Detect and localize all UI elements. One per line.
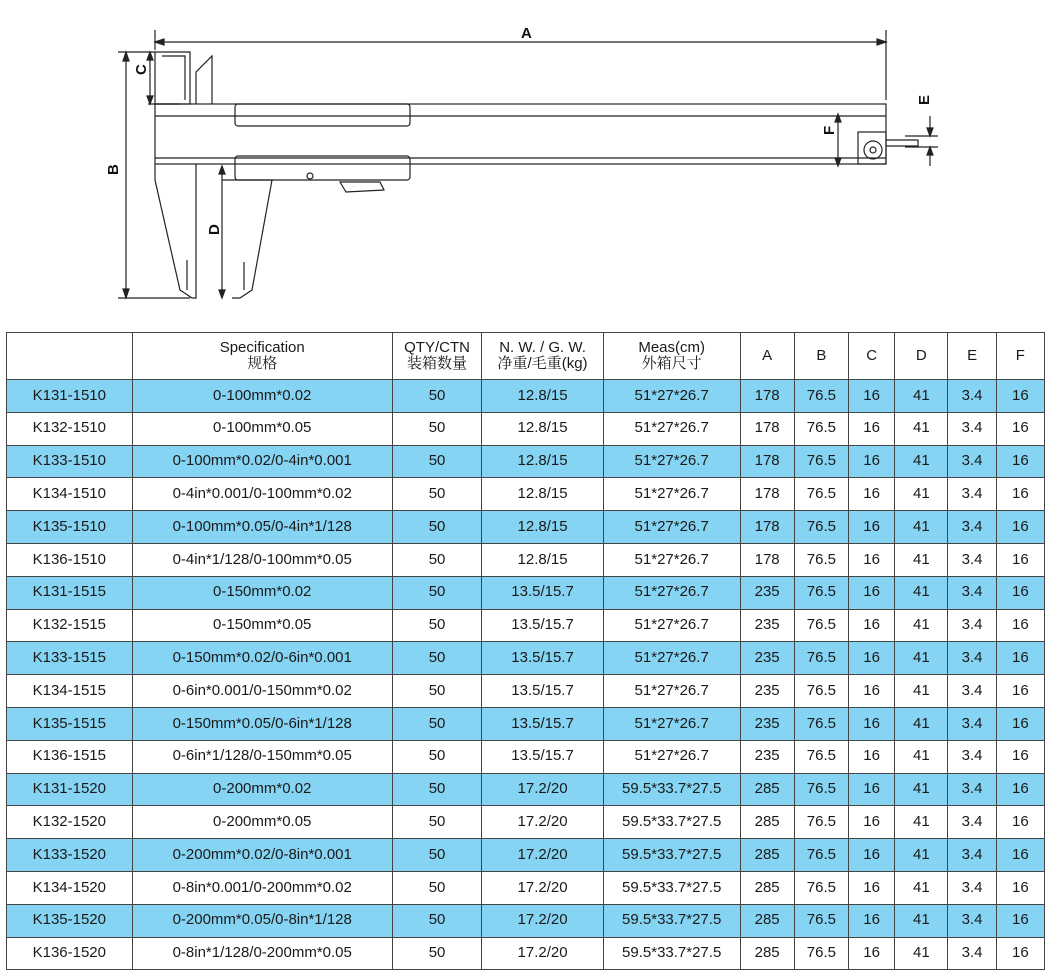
cell-spec: 0-6in*1/128/0-150mm*0.05: [132, 740, 392, 773]
cell-f: 16: [996, 937, 1044, 970]
cell-model: K134-1510: [7, 478, 133, 511]
cell-f: 16: [996, 740, 1044, 773]
cell-c: 16: [849, 871, 895, 904]
cell-c: 16: [849, 445, 895, 478]
cell-model: K134-1520: [7, 871, 133, 904]
table-row: [7, 380, 1045, 413]
cell-spec: 0-200mm*0.05: [132, 806, 392, 839]
cell-meas: 51*27*26.7: [603, 642, 740, 675]
table-header-row: [7, 333, 1045, 380]
cell-b: 76.5: [794, 904, 848, 937]
header-meas-cn: 外箱尺寸: [641, 355, 702, 372]
cell-meas: 51*27*26.7: [603, 740, 740, 773]
table-row: [7, 707, 1045, 740]
cell-b: 76.5: [794, 707, 848, 740]
cell-d: 41: [895, 609, 948, 642]
cell-spec: 0-200mm*0.02/0-8in*0.001: [132, 839, 392, 872]
cell-c: 16: [849, 642, 895, 675]
cell-a: 235: [740, 707, 794, 740]
cell-f: 16: [996, 609, 1044, 642]
cell-e: 3.4: [948, 740, 996, 773]
cell-qty: 50: [392, 576, 481, 609]
cell-qty: 50: [392, 871, 481, 904]
table-row: [7, 445, 1045, 478]
cell-a: 235: [740, 609, 794, 642]
header-meas-en: Meas(cm): [638, 338, 705, 356]
cell-model: K131-1520: [7, 773, 133, 806]
cell-a: 235: [740, 642, 794, 675]
cell-c: 16: [849, 806, 895, 839]
cell-meas: 51*27*26.7: [603, 609, 740, 642]
header-spec: [132, 333, 392, 380]
cell-a: 285: [740, 904, 794, 937]
cell-meas: 51*27*26.7: [603, 380, 740, 413]
cell-c: 16: [849, 904, 895, 937]
cell-f: 16: [996, 871, 1044, 904]
cell-model: K132-1515: [7, 609, 133, 642]
cell-b: 76.5: [794, 511, 848, 544]
cell-spec: 0-150mm*0.05/0-6in*1/128: [132, 707, 392, 740]
cell-e: 3.4: [948, 937, 996, 970]
cell-a: 178: [740, 445, 794, 478]
cell-spec: 0-4in*0.001/0-100mm*0.02: [132, 478, 392, 511]
cell-a: 285: [740, 937, 794, 970]
cell-e: 3.4: [948, 773, 996, 806]
cell-a: 285: [740, 806, 794, 839]
cell-f: 16: [996, 511, 1044, 544]
cell-meas: 51*27*26.7: [603, 445, 740, 478]
cell-weight: 17.2/20: [482, 904, 604, 937]
cell-a: 235: [740, 576, 794, 609]
cell-f: 16: [996, 543, 1044, 576]
cell-f: 16: [996, 707, 1044, 740]
cell-a: 235: [740, 675, 794, 708]
cell-spec: 0-4in*1/128/0-100mm*0.05: [132, 543, 392, 576]
cell-b: 76.5: [794, 478, 848, 511]
cell-f: 16: [996, 773, 1044, 806]
table-row: [7, 412, 1045, 445]
cell-e: 3.4: [948, 380, 996, 413]
cell-weight: 13.5/15.7: [482, 740, 604, 773]
cell-f: 16: [996, 445, 1044, 478]
cell-model: K136-1520: [7, 937, 133, 970]
cell-b: 76.5: [794, 871, 848, 904]
table-row: [7, 642, 1045, 675]
cell-spec: 0-100mm*0.02/0-4in*0.001: [132, 445, 392, 478]
cell-b: 76.5: [794, 412, 848, 445]
header-model: [7, 333, 133, 380]
header-weight: [482, 333, 604, 380]
cell-d: 41: [895, 937, 948, 970]
cell-weight: 12.8/15: [482, 412, 604, 445]
cell-b: 76.5: [794, 380, 848, 413]
cell-qty: 50: [392, 478, 481, 511]
cell-c: 16: [849, 576, 895, 609]
cell-qty: 50: [392, 904, 481, 937]
cell-qty: 50: [392, 937, 481, 970]
cell-meas: 59.5*33.7*27.5: [603, 904, 740, 937]
cell-model: K136-1515: [7, 740, 133, 773]
cell-c: 16: [849, 773, 895, 806]
cell-weight: 13.5/15.7: [482, 675, 604, 708]
cell-e: 3.4: [948, 576, 996, 609]
cell-spec: 0-150mm*0.05: [132, 609, 392, 642]
cell-qty: 50: [392, 609, 481, 642]
table-row: [7, 806, 1045, 839]
cell-f: 16: [996, 806, 1044, 839]
cell-spec: 0-200mm*0.02: [132, 773, 392, 806]
cell-c: 16: [849, 380, 895, 413]
cell-d: 41: [895, 642, 948, 675]
cell-weight: 12.8/15: [482, 380, 604, 413]
cell-meas: 51*27*26.7: [603, 707, 740, 740]
cell-spec: 0-150mm*0.02: [132, 576, 392, 609]
cell-b: 76.5: [794, 937, 848, 970]
cell-weight: 17.2/20: [482, 937, 604, 970]
cell-spec: 0-200mm*0.05/0-8in*1/128: [132, 904, 392, 937]
cell-d: 41: [895, 412, 948, 445]
header-c: C: [849, 333, 895, 380]
cell-e: 3.4: [948, 609, 996, 642]
header-spec-cn: 规格: [247, 355, 278, 372]
cell-e: 3.4: [948, 839, 996, 872]
dim-label-f: F: [821, 125, 838, 135]
cell-meas: 51*27*26.7: [603, 543, 740, 576]
cell-a: 285: [740, 773, 794, 806]
cell-model: K133-1510: [7, 445, 133, 478]
cell-qty: 50: [392, 707, 481, 740]
cell-a: 178: [740, 543, 794, 576]
cell-qty: 50: [392, 675, 481, 708]
cell-c: 16: [849, 839, 895, 872]
cell-meas: 59.5*33.7*27.5: [603, 806, 740, 839]
header-f: F: [996, 333, 1044, 380]
cell-spec: 0-100mm*0.02: [132, 380, 392, 413]
table-row: [7, 543, 1045, 576]
cell-model: K131-1510: [7, 380, 133, 413]
cell-model: K132-1520: [7, 806, 133, 839]
cell-d: 41: [895, 806, 948, 839]
cell-qty: 50: [392, 511, 481, 544]
cell-b: 76.5: [794, 740, 848, 773]
cell-c: 16: [849, 675, 895, 708]
header-spec-en: Specification: [219, 338, 305, 356]
cell-d: 41: [895, 380, 948, 413]
table-row: [7, 740, 1045, 773]
table-row: [7, 904, 1045, 937]
cell-d: 41: [895, 543, 948, 576]
cell-c: 16: [849, 478, 895, 511]
cell-e: 3.4: [948, 642, 996, 675]
cell-model: K133-1520: [7, 839, 133, 872]
cell-f: 16: [996, 412, 1044, 445]
cell-model: K134-1515: [7, 675, 133, 708]
cell-e: 3.4: [948, 806, 996, 839]
header-e: E: [948, 333, 996, 380]
cell-spec: 0-100mm*0.05/0-4in*1/128: [132, 511, 392, 544]
cell-e: 3.4: [948, 871, 996, 904]
cell-f: 16: [996, 478, 1044, 511]
cell-a: 178: [740, 478, 794, 511]
cell-qty: 50: [392, 380, 481, 413]
cell-weight: 17.2/20: [482, 871, 604, 904]
cell-f: 16: [996, 904, 1044, 937]
cell-qty: 50: [392, 839, 481, 872]
cell-model: K131-1515: [7, 576, 133, 609]
cell-meas: 51*27*26.7: [603, 576, 740, 609]
table-row: [7, 511, 1045, 544]
cell-c: 16: [849, 511, 895, 544]
dim-label-d: D: [206, 224, 223, 235]
cell-f: 16: [996, 839, 1044, 872]
cell-meas: 51*27*26.7: [603, 478, 740, 511]
table-row: [7, 609, 1045, 642]
cell-e: 3.4: [948, 543, 996, 576]
cell-weight: 13.5/15.7: [482, 707, 604, 740]
cell-d: 41: [895, 675, 948, 708]
cell-d: 41: [895, 904, 948, 937]
cell-c: 16: [849, 412, 895, 445]
cell-c: 16: [849, 707, 895, 740]
cell-spec: 0-100mm*0.05: [132, 412, 392, 445]
cell-spec: 0-150mm*0.02/0-6in*0.001: [132, 642, 392, 675]
cell-meas: 51*27*26.7: [603, 675, 740, 708]
cell-meas: 59.5*33.7*27.5: [603, 937, 740, 970]
cell-c: 16: [849, 609, 895, 642]
cell-f: 16: [996, 642, 1044, 675]
cell-model: K135-1515: [7, 707, 133, 740]
cell-spec: 0-6in*0.001/0-150mm*0.02: [132, 675, 392, 708]
cell-qty: 50: [392, 543, 481, 576]
cell-qty: 50: [392, 642, 481, 675]
header-qty-en: QTY/CTN: [404, 338, 470, 356]
table-row: [7, 478, 1045, 511]
table-row: [7, 871, 1045, 904]
cell-e: 3.4: [948, 511, 996, 544]
cell-weight: 13.5/15.7: [482, 609, 604, 642]
cell-qty: 50: [392, 806, 481, 839]
cell-b: 76.5: [794, 773, 848, 806]
spec-table: [6, 332, 1045, 970]
cell-spec: 0-8in*0.001/0-200mm*0.02: [132, 871, 392, 904]
cell-weight: 13.5/15.7: [482, 576, 604, 609]
dim-label-b: B: [105, 164, 122, 175]
header-b: B: [794, 333, 848, 380]
cell-e: 3.4: [948, 904, 996, 937]
header-d: D: [895, 333, 948, 380]
header-qty-cn: 装箱数量: [407, 355, 468, 372]
cell-b: 76.5: [794, 839, 848, 872]
cell-weight: 12.8/15: [482, 543, 604, 576]
table-row: [7, 576, 1045, 609]
cell-b: 76.5: [794, 576, 848, 609]
cell-model: K135-1520: [7, 904, 133, 937]
header-weight-cn: 净重/毛重(kg): [497, 355, 588, 372]
cell-spec: 0-8in*1/128/0-200mm*0.05: [132, 937, 392, 970]
cell-qty: 50: [392, 412, 481, 445]
cell-qty: 50: [392, 740, 481, 773]
cell-b: 76.5: [794, 543, 848, 576]
cell-b: 76.5: [794, 609, 848, 642]
cell-e: 3.4: [948, 675, 996, 708]
cell-model: K132-1510: [7, 412, 133, 445]
cell-b: 76.5: [794, 675, 848, 708]
table-row: [7, 839, 1045, 872]
cell-c: 16: [849, 740, 895, 773]
cell-b: 76.5: [794, 642, 848, 675]
cell-weight: 17.2/20: [482, 806, 604, 839]
cell-a: 235: [740, 740, 794, 773]
cell-meas: 59.5*33.7*27.5: [603, 871, 740, 904]
header-qty: [392, 333, 481, 380]
cell-meas: 59.5*33.7*27.5: [603, 839, 740, 872]
cell-e: 3.4: [948, 412, 996, 445]
dim-label-e: E: [916, 94, 933, 105]
cell-model: K135-1510: [7, 511, 133, 544]
cell-e: 3.4: [948, 478, 996, 511]
cell-f: 16: [996, 380, 1044, 413]
cell-f: 16: [996, 675, 1044, 708]
cell-a: 285: [740, 839, 794, 872]
cell-weight: 17.2/20: [482, 839, 604, 872]
header-a: A: [740, 333, 794, 380]
cell-a: 178: [740, 412, 794, 445]
cell-d: 41: [895, 576, 948, 609]
cell-meas: 51*27*26.7: [603, 412, 740, 445]
cell-d: 41: [895, 707, 948, 740]
cell-d: 41: [895, 839, 948, 872]
table-row: [7, 675, 1045, 708]
cell-weight: 12.8/15: [482, 445, 604, 478]
cell-d: 41: [895, 740, 948, 773]
cell-b: 76.5: [794, 445, 848, 478]
cell-qty: 50: [392, 773, 481, 806]
cell-d: 41: [895, 773, 948, 806]
cell-meas: 59.5*33.7*27.5: [603, 773, 740, 806]
cell-a: 178: [740, 380, 794, 413]
cell-model: K133-1515: [7, 642, 133, 675]
cell-a: 178: [740, 511, 794, 544]
cell-weight: 13.5/15.7: [482, 642, 604, 675]
dim-label-c: C: [133, 64, 150, 75]
cell-d: 41: [895, 511, 948, 544]
cell-e: 3.4: [948, 445, 996, 478]
cell-qty: 50: [392, 445, 481, 478]
cell-weight: 12.8/15: [482, 511, 604, 544]
cell-d: 41: [895, 871, 948, 904]
cell-c: 16: [849, 937, 895, 970]
table-row: [7, 937, 1045, 970]
cell-b: 76.5: [794, 806, 848, 839]
table-row: [7, 773, 1045, 806]
cell-d: 41: [895, 445, 948, 478]
header-meas: [603, 333, 740, 380]
cell-weight: 12.8/15: [482, 478, 604, 511]
dim-label-a: A: [521, 25, 532, 42]
caliper-drawing: [0, 0, 1052, 320]
cell-c: 16: [849, 543, 895, 576]
header-weight-en: N. W. / G. W.: [499, 338, 586, 356]
cell-a: 285: [740, 871, 794, 904]
cell-f: 16: [996, 576, 1044, 609]
cell-d: 41: [895, 478, 948, 511]
cell-meas: 51*27*26.7: [603, 511, 740, 544]
cell-model: K136-1510: [7, 543, 133, 576]
cell-weight: 17.2/20: [482, 773, 604, 806]
cell-e: 3.4: [948, 707, 996, 740]
